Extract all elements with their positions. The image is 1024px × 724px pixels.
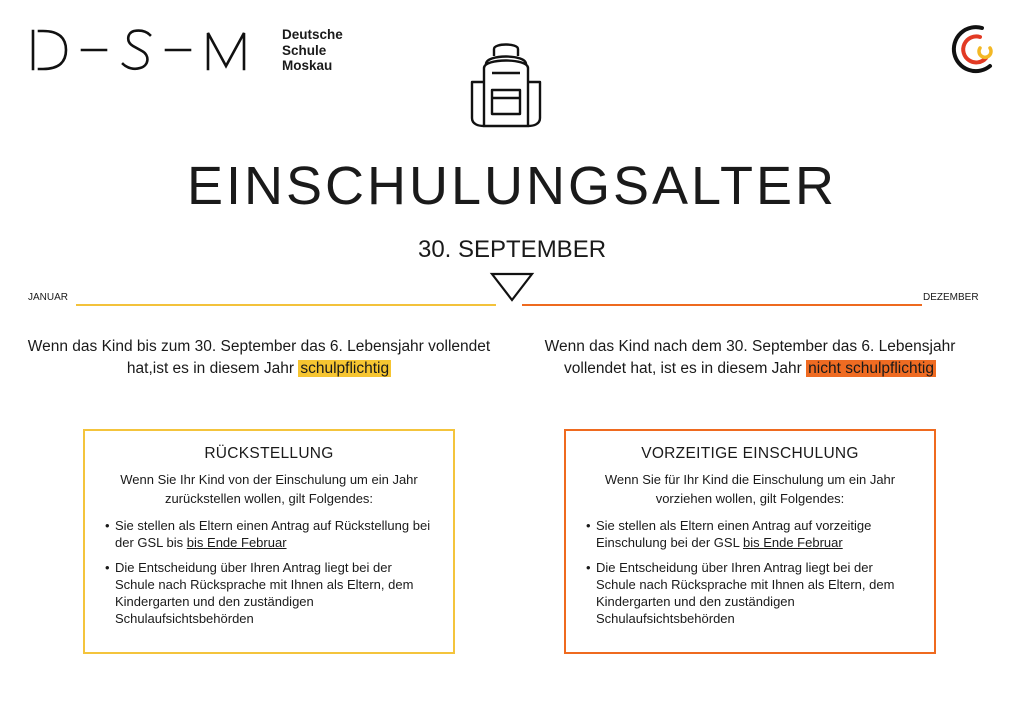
statement-text: Wenn das Kind bis zum 30. September das 6. Lebensjahr vollendet hat,ist es in diesem Jahr bbox=[27, 338, 491, 377]
triangle-marker-icon bbox=[489, 271, 535, 303]
school-circles-logo bbox=[950, 22, 1000, 76]
highlight-not-compulsory: nicht schulpflichtig bbox=[808, 360, 934, 377]
list-item-text: Die Entscheidung über Ihren Antrag liegt bei der Schule nach Rücksprache mit Ihnen als Eltern, dem Kindergarten und den zuständigen Schulaufsichtsbehörden bbox=[115, 560, 414, 626]
statement-text: Wenn das Kind nach dem 30. September das 6. Lebensjahr vollendet hat, ist es in diesem Jahr bbox=[544, 338, 956, 377]
list-item bbox=[584, 559, 916, 627]
backpack-icon bbox=[458, 40, 554, 132]
timeline-line-yellow bbox=[76, 304, 496, 306]
box-title: VORZEITIGE EINSCHULUNG bbox=[641, 445, 859, 462]
list-item bbox=[103, 517, 435, 551]
early-enrollment-box bbox=[564, 429, 936, 654]
list-item-text: Die Entscheidung über Ihren Antrag liegt bei der Schule nach Rücksprache mit Ihnen als Eltern, dem Kindergarten und den zuständigen Schulaufsichtsbehörden bbox=[596, 560, 895, 626]
timeline-line-orange bbox=[522, 304, 922, 306]
timeline-end-label: DEZEMBER bbox=[923, 292, 979, 303]
statement-not-compulsory bbox=[515, 336, 985, 380]
page-title: EINSCHULUNGSALTER bbox=[186, 156, 838, 216]
box-list bbox=[584, 517, 916, 627]
box-intro: Wenn Sie für Ihr Kind die Einschulung um ein Jahr vorziehen wollen, gilt Folgendes: bbox=[604, 472, 896, 506]
school-name-line: Schule bbox=[282, 42, 327, 58]
dsm-logo bbox=[30, 28, 262, 72]
highlight-compulsory: schulpflichtig bbox=[300, 360, 390, 377]
school-name bbox=[282, 27, 343, 74]
list-item-text: Sie stellen als Eltern einen Antrag auf Rückstellung bei der GSL bis bbox=[115, 518, 431, 550]
school-name-line: Moskau bbox=[282, 58, 333, 73]
school-name-line: Deutsche bbox=[282, 27, 343, 42]
cutoff-date: 30. SEPTEMBER bbox=[417, 236, 607, 263]
timeline-start-label: JANUAR bbox=[28, 292, 69, 303]
box-intro: Wenn Sie Ihr Kind von der Einschulung um ein Jahr zurückstellen wollen, gilt Folgendes: bbox=[120, 472, 418, 506]
statement-compulsory bbox=[24, 336, 494, 380]
deadline-text: bis Ende Februar bbox=[186, 535, 287, 550]
list-item bbox=[103, 559, 435, 627]
list-item bbox=[584, 517, 916, 551]
deadline-text: bis Ende Februar bbox=[742, 535, 843, 550]
box-list bbox=[103, 517, 435, 627]
deferral-box bbox=[83, 429, 455, 654]
box-title: RÜCKSTELLUNG bbox=[204, 445, 334, 462]
list-item-text: Sie stellen als Eltern einen Antrag auf vorzeitige Einschulung bei der GSL bbox=[596, 518, 872, 550]
